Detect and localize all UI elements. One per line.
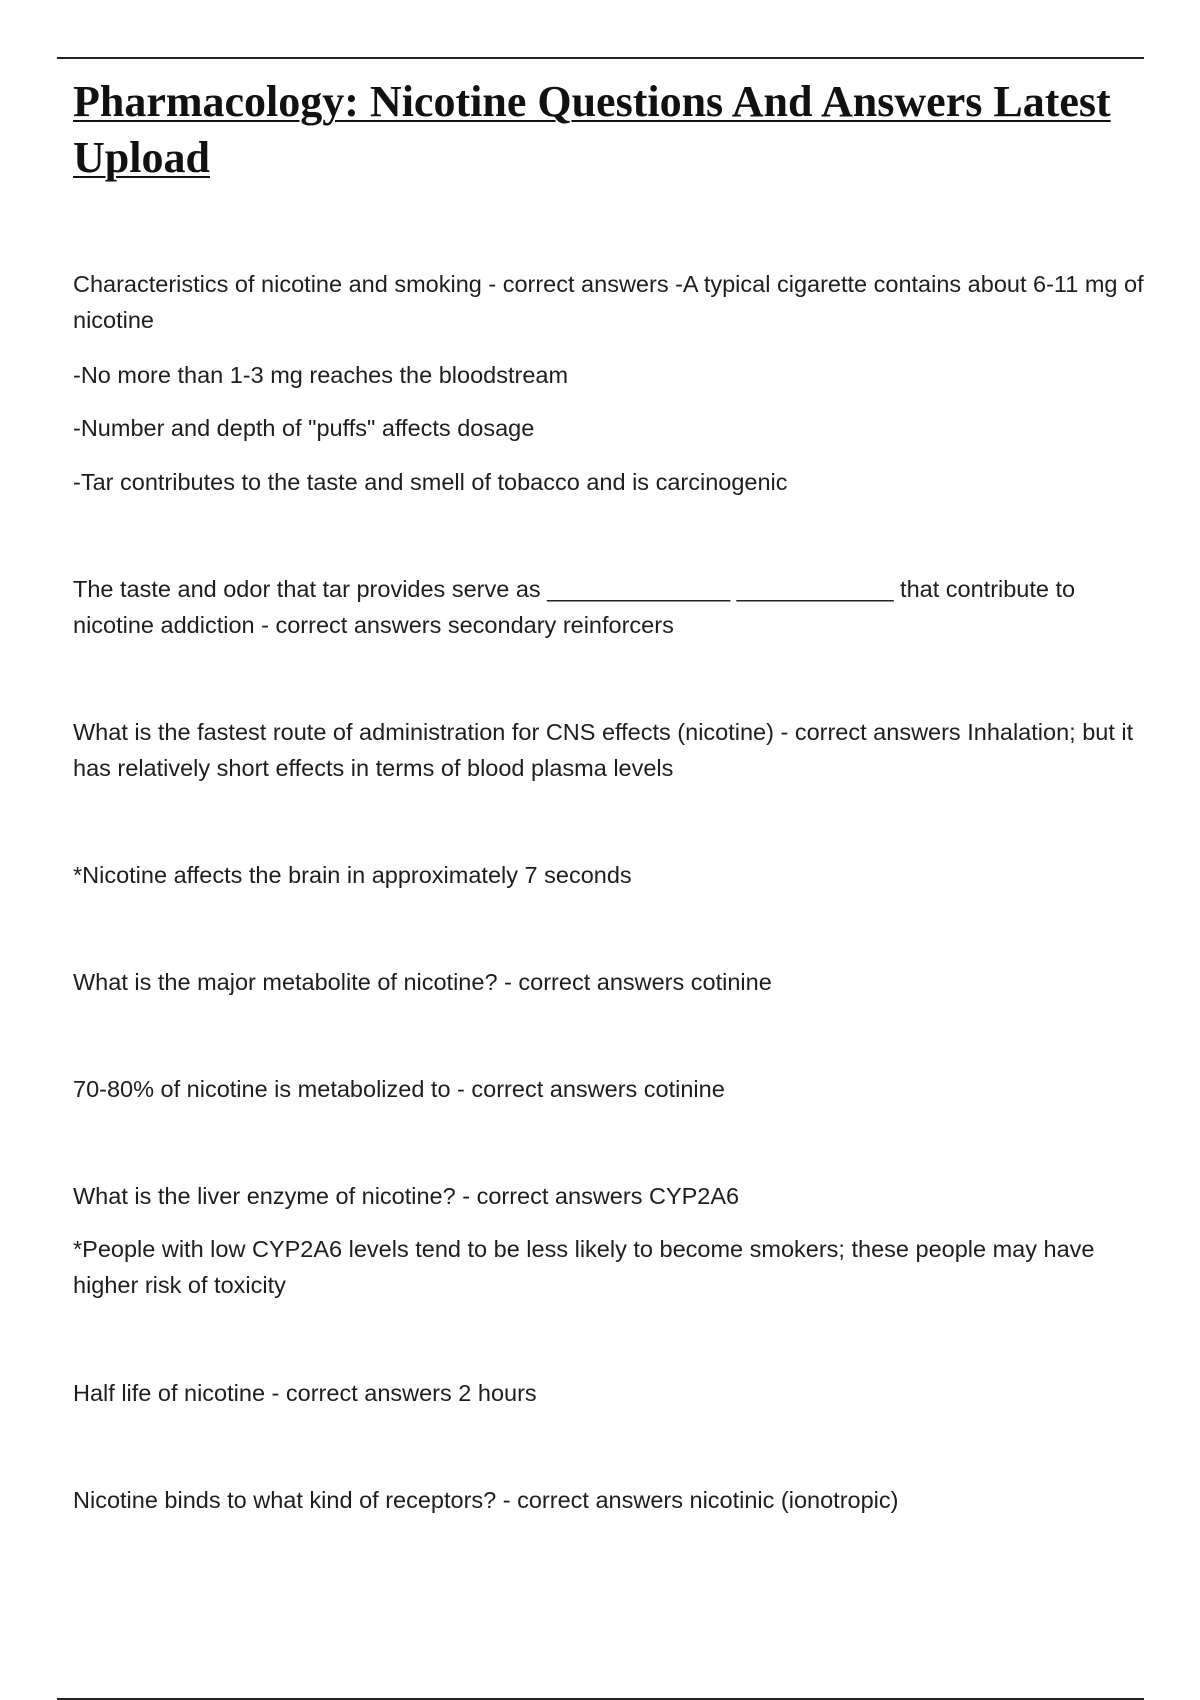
paragraph-metabolized-to: 70-80% of nicotine is metabolized to - correct answers cotinine bbox=[73, 1076, 725, 1102]
paragraph-seven-seconds: *Nicotine affects the brain in approximately 7 seconds bbox=[73, 862, 632, 888]
document-title: Pharmacology: Nicotine Questions And Answers Latest Upload bbox=[73, 77, 1111, 182]
paragraph-liver-enzyme: What is the liver enzyme of nicotine? - correct answers CYP2A6 bbox=[73, 1183, 740, 1209]
paragraph-characteristics: Characteristics of nicotine and smoking - correct answers -A typical cigarette contains about 6-11 mg of nicotine bbox=[73, 271, 1151, 333]
header-rule bbox=[57, 57, 1144, 59]
paragraph-bloodstream: -No more than 1-3 mg reaches the bloodstream bbox=[73, 362, 569, 388]
paragraph-secondary-reinforcers: The taste and odor that tar provides serve as ______________ ____________ that contribute to nicotine addiction - correct answers secondary reinforcers bbox=[73, 576, 1082, 638]
paragraph-major-metabolite: What is the major metabolite of nicotine? - correct answers cotinine bbox=[73, 969, 772, 995]
paragraph-tar: -Tar contributes to the taste and smell of tobacco and is carcinogenic bbox=[73, 469, 788, 495]
paragraph-receptors: Nicotine binds to what kind of receptors? - correct answers nicotinic (ionotropic) bbox=[73, 1487, 899, 1513]
paragraph-cyp2a6-note: *People with low CYP2A6 levels tend to be less likely to become smokers; these people may have higher risk of toxicity bbox=[73, 1236, 1102, 1298]
paragraph-puffs: -Number and depth of "puffs" affects dosage bbox=[73, 415, 535, 441]
paragraph-half-life: Half life of nicotine - correct answers 2 hours bbox=[73, 1380, 537, 1406]
paragraph-route-of-administration: What is the fastest route of administration for CNS effects (nicotine) - correct answers Inhalation; but it has relatively short effects in terms of blood plasma levels bbox=[73, 719, 1140, 781]
